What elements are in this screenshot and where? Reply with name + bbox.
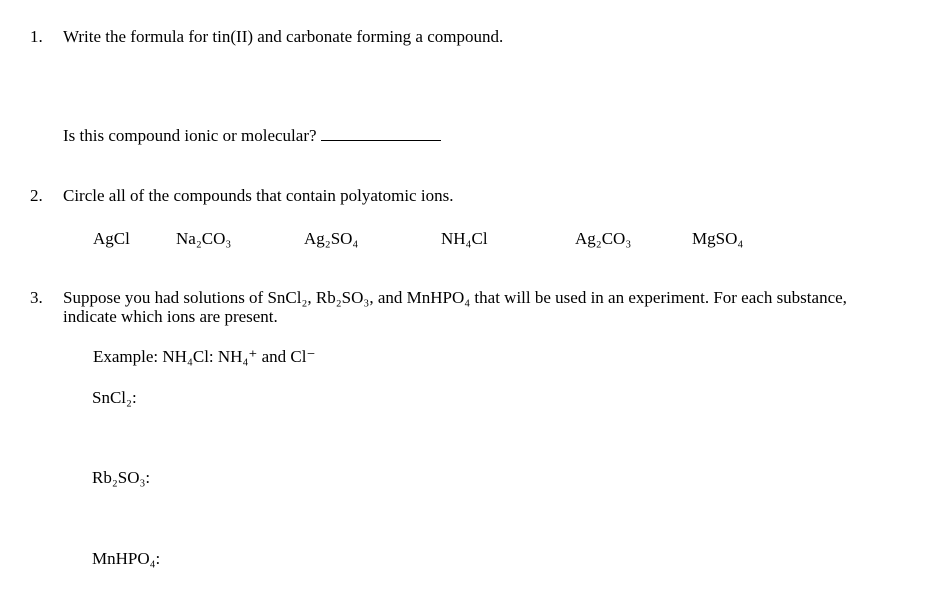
answer-label-mnhpo4: MnHPO₄:	[92, 549, 161, 568]
compound-option[interactable]: AgCl	[93, 229, 130, 248]
question-1-subquestion	[63, 126, 441, 146]
question-1-number: 1.	[30, 27, 43, 46]
question-2-number: 2.	[30, 186, 43, 205]
example-answer: Example: NH₄Cl: NH₄⁺ and Cl⁻	[93, 347, 316, 366]
question-3-prompt-line-2: indicate which ions are present.	[63, 307, 278, 326]
compound-option[interactable]: NH₄Cl	[441, 229, 488, 248]
question-1-prompt: Write the formula for tin(II) and carbonate forming a compound.	[63, 27, 504, 46]
question-1-subquestion-text: Is this compound ionic or molecular?	[63, 126, 317, 145]
compound-option[interactable]: Na₂CO₃	[176, 229, 232, 248]
answer-blank-line	[321, 128, 441, 141]
question-3-number: 3.	[30, 288, 43, 307]
compound-option[interactable]: MgSO₄	[692, 229, 744, 248]
answer-label-sncl2: SnCl₂:	[92, 388, 137, 407]
compound-option[interactable]: Ag₂CO₃	[575, 229, 632, 248]
question-2-prompt: Circle all of the compounds that contain polyatomic ions.	[63, 186, 454, 205]
question-3-prompt-line-1: Suppose you had solutions of SnCl₂, Rb₂SO₃, and MnHPO₄ that will be used in an experiment. For each substance,	[63, 288, 847, 307]
compound-option[interactable]: Ag₂SO₄	[304, 229, 359, 248]
answer-label-rb2so3: Rb₂SO₃:	[92, 468, 151, 487]
